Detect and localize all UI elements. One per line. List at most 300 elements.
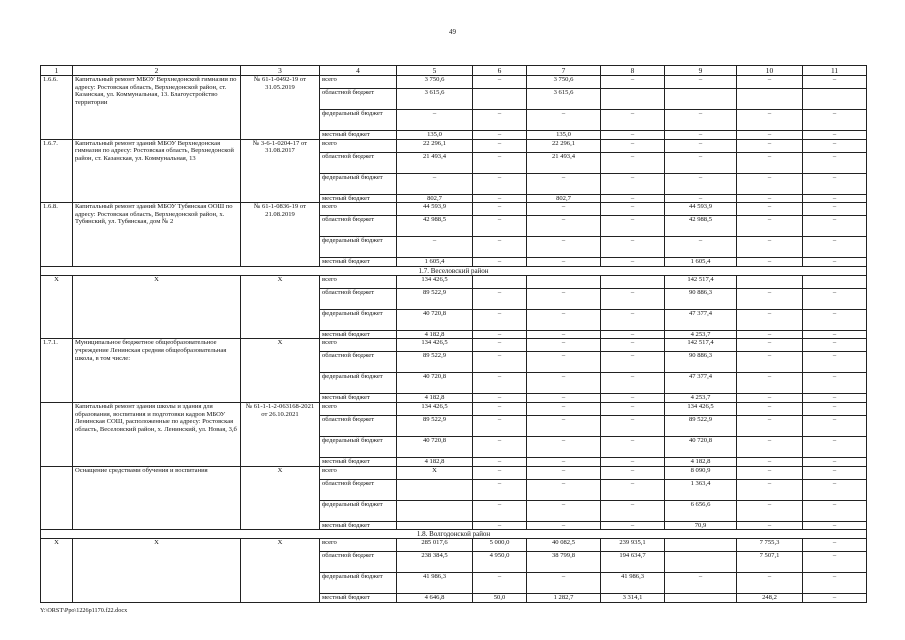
amount-cell: – xyxy=(601,194,665,203)
amount-cell: – xyxy=(473,309,527,330)
amount-cell: – xyxy=(803,194,867,203)
amount-cell: – xyxy=(803,402,867,415)
amount-cell: – xyxy=(601,152,665,173)
amount-cell: 4 253,7 xyxy=(665,330,737,339)
funding-source-label: местный бюджет xyxy=(320,457,397,466)
amount-cell: – xyxy=(737,479,803,500)
table-row xyxy=(41,139,867,152)
document-reference: № 61-1-0492-19 от 31.05.2019 xyxy=(241,76,320,140)
amount-cell: – xyxy=(737,521,803,530)
amount-cell: – xyxy=(803,173,867,194)
amount-cell: 44 593,9 xyxy=(397,203,473,216)
amount-cell: – xyxy=(803,552,867,573)
amount-cell: – xyxy=(803,131,867,140)
amount-cell xyxy=(737,89,803,110)
amount-cell: – xyxy=(737,573,803,594)
amount-cell: – xyxy=(527,521,601,530)
column-number-row xyxy=(41,66,867,76)
amount-cell: 5 000,0 xyxy=(473,539,527,552)
amount-cell: – xyxy=(473,237,527,258)
amount-cell: 4 182,8 xyxy=(397,394,473,403)
amount-cell: – xyxy=(527,466,601,479)
amount-cell: – xyxy=(601,216,665,237)
amount-cell: – xyxy=(803,309,867,330)
amount-cell: 802,7 xyxy=(527,194,601,203)
amount-cell: – xyxy=(803,479,867,500)
amount-cell: 44 593,9 xyxy=(665,203,737,216)
funding-source-label: всего xyxy=(320,203,397,216)
amount-cell: – xyxy=(803,573,867,594)
amount-cell: 3 615,6 xyxy=(527,89,601,110)
item-name: Капитальный ремонт зданий МБОУ Тубянская ООШ по адресу: Ростовская область, Верхнедонской район, х. Тубянский, ул. Тубянская, дом № 2 xyxy=(73,203,241,267)
item-name: Капитальный ремонт зданий МБОУ Верхнедонская гимназия по адресу: Ростовская область, Верхнедонской район, ст. Казанская, ул. Коммунальная, 13 xyxy=(73,139,241,203)
amount-cell: – xyxy=(473,436,527,457)
amount-cell: – xyxy=(473,152,527,173)
amount-cell: – xyxy=(737,402,803,415)
table-row xyxy=(41,203,867,216)
amount-cell xyxy=(601,89,665,110)
amount-cell: 1 282,7 xyxy=(527,594,601,603)
amount-cell xyxy=(473,89,527,110)
funding-source-label: федеральный бюджет xyxy=(320,237,397,258)
funding-source-label: местный бюджет xyxy=(320,330,397,339)
item-number: X xyxy=(41,275,73,339)
funding-source-label: местный бюджет xyxy=(320,521,397,530)
amount-cell: 89 522,9 xyxy=(397,288,473,309)
amount-cell: – xyxy=(473,173,527,194)
amount-cell: 4 182,8 xyxy=(665,457,737,466)
amount-cell: – xyxy=(737,373,803,394)
amount-cell: 1 363,4 xyxy=(665,479,737,500)
amount-cell xyxy=(665,594,737,603)
amount-cell: X xyxy=(397,466,473,479)
item-name: Капитальный ремонт здания школы и здания для образования, воспитания и подготовки кадров МБОУ Ленинская СОШ, расположенные по адресу: Ростовская область, Веселовский район, х. Ленинский, ул. Новая, 3,б xyxy=(73,402,241,466)
amount-cell: 6 656,6 xyxy=(665,500,737,521)
amount-cell: – xyxy=(601,139,665,152)
funding-source-label: местный бюджет xyxy=(320,131,397,140)
amount-cell: – xyxy=(527,394,601,403)
amount-cell: – xyxy=(737,500,803,521)
amount-cell: – xyxy=(473,339,527,352)
amount-cell: – xyxy=(803,594,867,603)
amount-cell: – xyxy=(601,330,665,339)
amount-cell: – xyxy=(803,539,867,552)
amount-cell: 4 182,8 xyxy=(397,457,473,466)
funding-source-label: всего xyxy=(320,339,397,352)
amount-cell: – xyxy=(737,466,803,479)
item-number: 1.6.7. xyxy=(41,139,73,203)
amount-cell: – xyxy=(473,466,527,479)
amount-cell: – xyxy=(737,352,803,373)
table-row xyxy=(41,402,867,415)
amount-cell: – xyxy=(737,436,803,457)
amount-cell xyxy=(397,479,473,500)
amount-cell: 47 377,4 xyxy=(665,309,737,330)
document-reference: № 61-1-1-2-063168-2021 от 26.10.2021 xyxy=(241,402,320,466)
amount-cell: – xyxy=(665,131,737,140)
column-number: 6 xyxy=(473,66,527,76)
amount-cell: – xyxy=(601,402,665,415)
amount-cell: – xyxy=(527,288,601,309)
amount-cell: – xyxy=(473,131,527,140)
amount-cell: 40 720,8 xyxy=(397,373,473,394)
amount-cell: – xyxy=(601,309,665,330)
section-heading-row xyxy=(41,266,867,275)
amount-cell: – xyxy=(601,258,665,267)
amount-cell: – xyxy=(601,173,665,194)
amount-cell: – xyxy=(601,415,665,436)
amount-cell: 239 935,1 xyxy=(601,539,665,552)
amount-cell: – xyxy=(397,110,473,131)
amount-cell: – xyxy=(473,139,527,152)
item-number xyxy=(41,402,73,466)
amount-cell: – xyxy=(527,110,601,131)
amount-cell: – xyxy=(601,288,665,309)
item-number: 1.6.6. xyxy=(41,76,73,140)
section-heading-row xyxy=(41,530,867,539)
amount-cell: – xyxy=(803,521,867,530)
amount-cell: 70,9 xyxy=(665,521,737,530)
column-number: 8 xyxy=(601,66,665,76)
amount-cell: – xyxy=(803,330,867,339)
amount-cell xyxy=(665,539,737,552)
amount-cell: 4 253,7 xyxy=(665,394,737,403)
funding-source-label: местный бюджет xyxy=(320,594,397,603)
amount-cell: – xyxy=(803,76,867,89)
amount-cell: 89 522,9 xyxy=(397,415,473,436)
amount-cell: – xyxy=(527,258,601,267)
amount-cell: – xyxy=(803,288,867,309)
amount-cell: 134 426,5 xyxy=(397,339,473,352)
amount-cell: – xyxy=(803,237,867,258)
amount-cell: – xyxy=(803,152,867,173)
amount-cell: 40 720,8 xyxy=(397,309,473,330)
amount-cell: – xyxy=(803,352,867,373)
amount-cell: – xyxy=(737,309,803,330)
amount-cell: – xyxy=(601,500,665,521)
amount-cell: 142 517,4 xyxy=(665,275,737,288)
amount-cell: – xyxy=(737,457,803,466)
amount-cell: – xyxy=(473,394,527,403)
amount-cell: – xyxy=(473,194,527,203)
amount-cell: – xyxy=(527,203,601,216)
funding-source-label: местный бюджет xyxy=(320,258,397,267)
amount-cell: – xyxy=(473,76,527,89)
funding-source-label: всего xyxy=(320,139,397,152)
column-number: 3 xyxy=(241,66,320,76)
amount-cell: – xyxy=(737,237,803,258)
amount-cell: 142 517,4 xyxy=(665,339,737,352)
document-reference: X xyxy=(241,466,320,530)
amount-cell: – xyxy=(737,110,803,131)
amount-cell: 3 615,6 xyxy=(397,89,473,110)
funding-source-label: областной бюджет xyxy=(320,288,397,309)
amount-cell: – xyxy=(737,139,803,152)
column-number: 10 xyxy=(737,66,803,76)
file-path-footer: Y:\ORST\Ppo\1226p1170.f22.docx xyxy=(40,607,128,614)
amount-cell xyxy=(601,275,665,288)
amount-cell: – xyxy=(473,352,527,373)
amount-cell: 4 950,0 xyxy=(473,552,527,573)
amount-cell xyxy=(803,275,867,288)
amount-cell: 40 720,8 xyxy=(665,436,737,457)
funding-source-label: областной бюджет xyxy=(320,216,397,237)
amount-cell: – xyxy=(737,339,803,352)
amount-cell: – xyxy=(601,466,665,479)
funding-source-label: федеральный бюджет xyxy=(320,573,397,594)
column-number: 1 xyxy=(41,66,73,76)
amount-cell xyxy=(665,89,737,110)
amount-cell: 135,0 xyxy=(527,131,601,140)
amount-cell: – xyxy=(527,373,601,394)
funding-source-label: федеральный бюджет xyxy=(320,110,397,131)
amount-cell: – xyxy=(737,288,803,309)
amount-cell: 134 426,5 xyxy=(665,402,737,415)
amount-cell: 89 522,9 xyxy=(665,415,737,436)
amount-cell: – xyxy=(803,466,867,479)
amount-cell: – xyxy=(601,203,665,216)
amount-cell: 135,0 xyxy=(397,131,473,140)
document-reference: № 3-6-1-0204-17 от 31.08.2017 xyxy=(241,139,320,203)
amount-cell: 21 493,4 xyxy=(397,152,473,173)
column-number: 2 xyxy=(73,66,241,76)
amount-cell: 89 522,9 xyxy=(397,352,473,373)
amount-cell: – xyxy=(737,394,803,403)
column-number: 9 xyxy=(665,66,737,76)
page-number: 49 xyxy=(449,28,456,36)
amount-cell: – xyxy=(527,237,601,258)
section-heading: 1.7. Веселовский район xyxy=(41,266,867,275)
amount-cell xyxy=(737,275,803,288)
amount-cell: – xyxy=(527,173,601,194)
amount-cell: – xyxy=(601,521,665,530)
item-number xyxy=(41,466,73,530)
funding-source-label: местный бюджет xyxy=(320,194,397,203)
amount-cell: – xyxy=(601,394,665,403)
amount-cell: – xyxy=(601,352,665,373)
amount-cell: – xyxy=(473,330,527,339)
amount-cell: – xyxy=(473,288,527,309)
amount-cell: – xyxy=(803,394,867,403)
amount-cell: 40 720,8 xyxy=(397,436,473,457)
amount-cell: – xyxy=(665,237,737,258)
funding-source-label: всего xyxy=(320,466,397,479)
amount-cell: – xyxy=(473,373,527,394)
amount-cell: 7 507,1 xyxy=(737,552,803,573)
funding-source-label: всего xyxy=(320,275,397,288)
amount-cell: 238 384,5 xyxy=(397,552,473,573)
amount-cell: – xyxy=(803,436,867,457)
amount-cell: 41 986,3 xyxy=(601,573,665,594)
amount-cell: – xyxy=(737,330,803,339)
funding-source-label: областной бюджет xyxy=(320,552,397,573)
amount-cell: – xyxy=(473,573,527,594)
amount-cell: – xyxy=(803,373,867,394)
amount-cell: – xyxy=(473,203,527,216)
amount-cell: – xyxy=(737,76,803,89)
column-number: 5 xyxy=(397,66,473,76)
amount-cell: – xyxy=(665,110,737,131)
table-row xyxy=(41,275,867,288)
amount-cell: – xyxy=(397,173,473,194)
funding-source-label: местный бюджет xyxy=(320,394,397,403)
amount-cell: 802,7 xyxy=(397,194,473,203)
amount-cell: – xyxy=(665,573,737,594)
amount-cell: – xyxy=(803,339,867,352)
amount-cell: – xyxy=(527,309,601,330)
amount-cell: 4 646,8 xyxy=(397,594,473,603)
amount-cell xyxy=(803,89,867,110)
amount-cell: 38 799,8 xyxy=(527,552,601,573)
amount-cell: – xyxy=(803,457,867,466)
column-number: 4 xyxy=(320,66,397,76)
amount-cell: – xyxy=(601,76,665,89)
amount-cell: – xyxy=(665,139,737,152)
amount-cell: – xyxy=(803,110,867,131)
amount-cell: – xyxy=(737,152,803,173)
amount-cell xyxy=(527,275,601,288)
amount-cell: 285 017,6 xyxy=(397,539,473,552)
amount-cell: – xyxy=(737,131,803,140)
funding-source-label: областной бюджет xyxy=(320,89,397,110)
table-row xyxy=(41,466,867,479)
funding-source-label: федеральный бюджет xyxy=(320,309,397,330)
amount-cell: 3 750,6 xyxy=(397,76,473,89)
amount-cell: – xyxy=(601,436,665,457)
amount-cell: – xyxy=(527,402,601,415)
item-name: X xyxy=(73,539,241,603)
amount-cell xyxy=(397,500,473,521)
amount-cell: 41 986,3 xyxy=(397,573,473,594)
amount-cell: – xyxy=(473,500,527,521)
column-number: 11 xyxy=(803,66,867,76)
funding-source-label: областной бюджет xyxy=(320,479,397,500)
amount-cell: – xyxy=(397,237,473,258)
amount-cell: – xyxy=(473,521,527,530)
amount-cell: 134 426,5 xyxy=(397,275,473,288)
amount-cell: 22 296,1 xyxy=(397,139,473,152)
amount-cell: 22 296,1 xyxy=(527,139,601,152)
amount-cell: – xyxy=(527,479,601,500)
funding-source-label: федеральный бюджет xyxy=(320,500,397,521)
amount-cell: – xyxy=(473,258,527,267)
amount-cell: – xyxy=(473,479,527,500)
amount-cell: – xyxy=(527,415,601,436)
amount-cell: – xyxy=(473,402,527,415)
amount-cell: 134 426,5 xyxy=(397,402,473,415)
program-funding-table xyxy=(40,65,867,603)
amount-cell: – xyxy=(665,152,737,173)
amount-cell: – xyxy=(665,173,737,194)
table-row xyxy=(41,539,867,552)
amount-cell: 40 082,5 xyxy=(527,539,601,552)
amount-cell: – xyxy=(601,479,665,500)
amount-cell: – xyxy=(527,339,601,352)
funding-source-label: федеральный бюджет xyxy=(320,173,397,194)
amount-cell: – xyxy=(601,237,665,258)
amount-cell: – xyxy=(803,216,867,237)
document-reference: № 61-1-0836-19 от 21.08.2019 xyxy=(241,203,320,267)
amount-cell: 1 605,4 xyxy=(397,258,473,267)
amount-cell: – xyxy=(601,373,665,394)
funding-source-label: федеральный бюджет xyxy=(320,436,397,457)
funding-source-label: всего xyxy=(320,539,397,552)
amount-cell: – xyxy=(601,110,665,131)
amount-cell: 1 605,4 xyxy=(665,258,737,267)
amount-cell: – xyxy=(737,216,803,237)
item-name: Муниципальное бюджетное общеобразовательное учреждение Ленинская средняя общеобразовательная школа, в том числе: xyxy=(73,339,241,403)
amount-cell xyxy=(473,275,527,288)
amount-cell: 194 634,7 xyxy=(601,552,665,573)
amount-cell: – xyxy=(527,216,601,237)
amount-cell: – xyxy=(665,76,737,89)
amount-cell: – xyxy=(527,436,601,457)
amount-cell: – xyxy=(527,330,601,339)
amount-cell: – xyxy=(737,194,803,203)
item-number: 1.6.8. xyxy=(41,203,73,267)
amount-cell: 42 988,5 xyxy=(397,216,473,237)
amount-cell: 47 377,4 xyxy=(665,373,737,394)
item-name: X xyxy=(73,275,241,339)
funding-source-label: всего xyxy=(320,76,397,89)
document-reference: X xyxy=(241,275,320,339)
amount-cell: – xyxy=(527,500,601,521)
funding-source-label: федеральный бюджет xyxy=(320,373,397,394)
table-row xyxy=(41,339,867,352)
amount-cell: – xyxy=(737,173,803,194)
amount-cell: 7 755,3 xyxy=(737,539,803,552)
item-name: Капитальный ремонт МБОУ Верхнедонской гимназии по адресу: Ростовская область, Верхнедонской район, ст. Казанская, ул. Коммунальная, 13. Благоустройство территории xyxy=(73,76,241,140)
table-row xyxy=(41,76,867,89)
amount-cell: 3 750,6 xyxy=(527,76,601,89)
amount-cell: – xyxy=(601,131,665,140)
amount-cell: – xyxy=(665,194,737,203)
amount-cell xyxy=(665,552,737,573)
amount-cell: – xyxy=(473,216,527,237)
amount-cell: – xyxy=(527,573,601,594)
amount-cell: – xyxy=(803,139,867,152)
document-reference: X xyxy=(241,339,320,403)
amount-cell: – xyxy=(803,203,867,216)
amount-cell: – xyxy=(737,415,803,436)
amount-cell: – xyxy=(601,457,665,466)
item-name: Оснащение средствами обучения и воспитания xyxy=(73,466,241,530)
column-number: 7 xyxy=(527,66,601,76)
funding-source-label: всего xyxy=(320,402,397,415)
amount-cell: – xyxy=(803,415,867,436)
section-heading: 1.8. Волгодонской район xyxy=(41,530,867,539)
document-reference: X xyxy=(241,539,320,603)
amount-cell: – xyxy=(737,203,803,216)
amount-cell: – xyxy=(473,110,527,131)
amount-cell: 4 182,8 xyxy=(397,330,473,339)
amount-cell: 42 988,5 xyxy=(665,216,737,237)
amount-cell: 8 090,9 xyxy=(665,466,737,479)
amount-cell: 90 886,3 xyxy=(665,352,737,373)
item-number: 1.7.1. xyxy=(41,339,73,403)
funding-source-label: областной бюджет xyxy=(320,152,397,173)
funding-source-label: областной бюджет xyxy=(320,415,397,436)
amount-cell: – xyxy=(803,258,867,267)
amount-cell: – xyxy=(601,339,665,352)
amount-cell: – xyxy=(527,457,601,466)
amount-cell xyxy=(397,521,473,530)
amount-cell: – xyxy=(803,500,867,521)
amount-cell: – xyxy=(737,258,803,267)
amount-cell: 3 314,1 xyxy=(601,594,665,603)
amount-cell: 21 493,4 xyxy=(527,152,601,173)
amount-cell: – xyxy=(527,352,601,373)
